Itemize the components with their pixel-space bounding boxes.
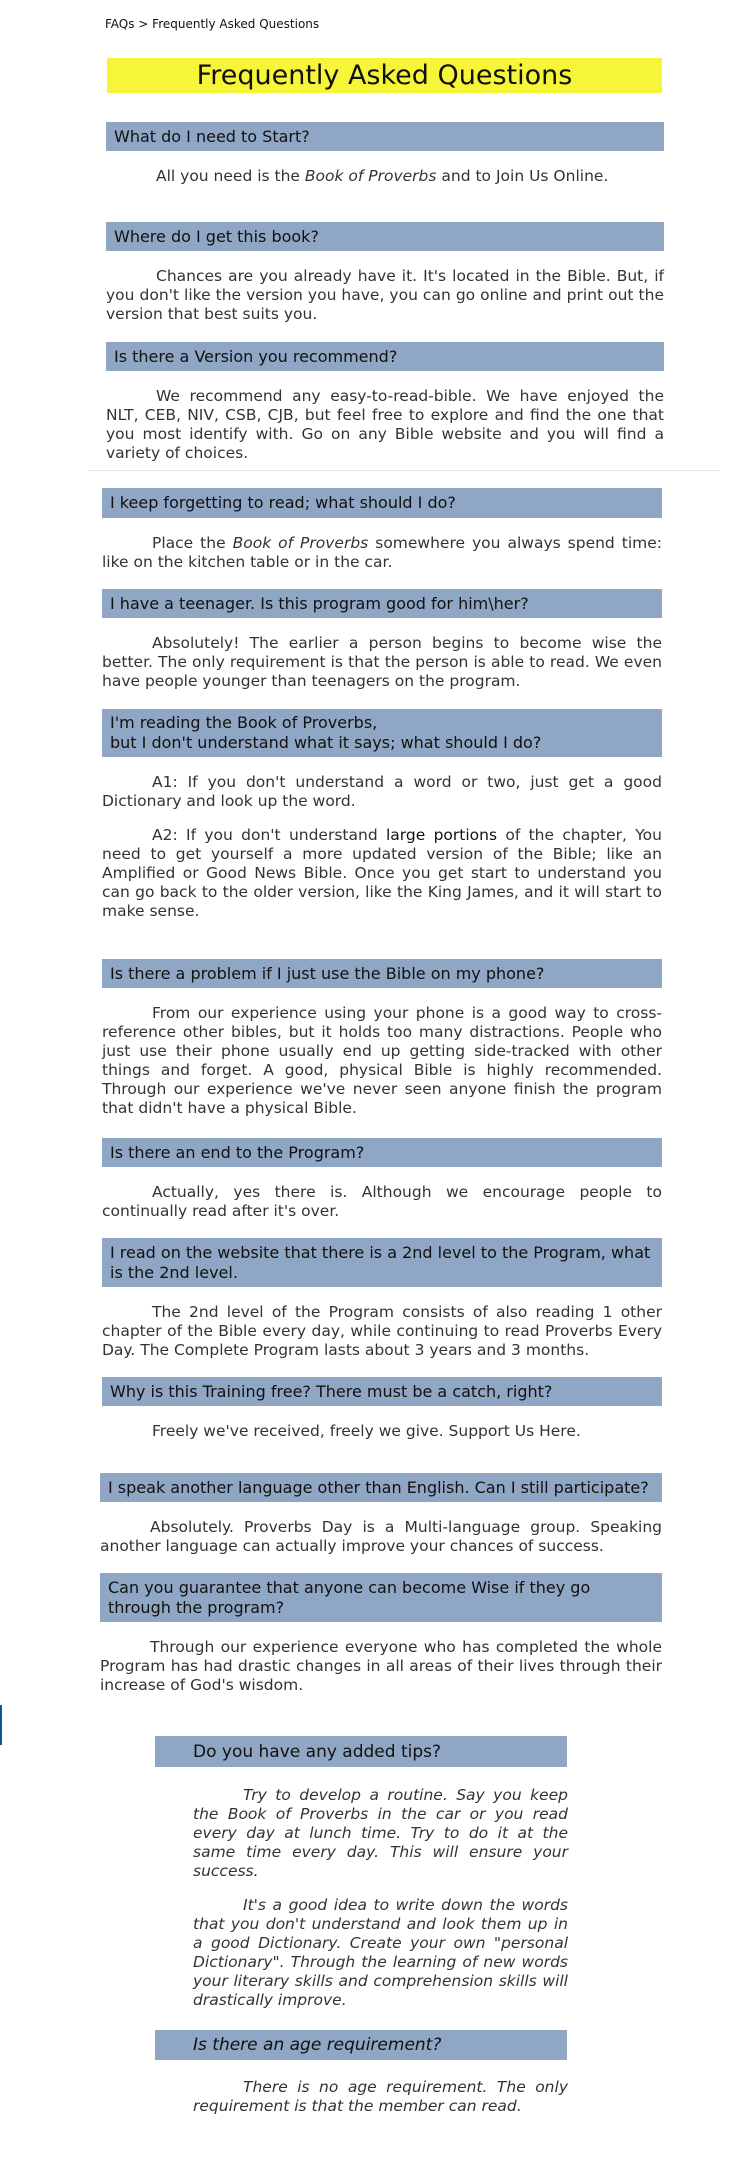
- divider: [88, 470, 720, 471]
- faq-question: Is there a problem if I just use the Bible on my phone?: [102, 959, 662, 988]
- faq-question: I speak another language other than English. Can I still participate?: [100, 1473, 662, 1502]
- breadcrumb[interactable]: FAQs > Frequently Asked Questions: [105, 17, 320, 31]
- faq-question: I keep forgetting to read; what should I do?: [102, 488, 662, 518]
- edge-marker: [0, 1705, 2, 1745]
- faq-answer-text: Chances are you already have it. It's located in the Bible. But, if you don't like the version you have, you can go online and print out the version that best suits you.: [106, 267, 664, 323]
- age-answer: [193, 2078, 568, 2116]
- age-heading: Is there an age requirement?: [155, 2030, 567, 2060]
- faq-answer: [100, 1518, 662, 1556]
- faq-answer-text: A1: If you don't understand a word or two, just get a good Dictionary and look up the word.: [102, 773, 662, 810]
- faq-answer-text: From our experience using your phone is a good way to cross-reference other bibles, but it holds too many distractions. People who just use their phone usually end up getting side-tracked with other things and forget. A good, physical Bible is highly recommended. Through our experience we've never seen anyone finish the program that didn't have a physical Bible.: [102, 1004, 662, 1117]
- faq-answer-text: A2: If you don't understand large portions of the chapter, You need to get yourself a more updated version of the Bible; like an Amplified or Good News Bible. Once you get start to understand you can go back to the older version, like the King James, and it will start to make sense.: [102, 826, 662, 920]
- faq-answer-text: All you need is the Book of Proverbs and to Join Us Online.: [156, 167, 609, 185]
- faq-answer: [106, 167, 664, 186]
- faq-answer: [102, 534, 662, 572]
- faq-answer: [106, 387, 664, 463]
- faq-answer-text: Absolutely! The earlier a person begins to become wise the better. The only requirement is that the person is able to read. We even have people younger than teenagers on the program.: [102, 634, 662, 690]
- tips-text: Try to develop a routine. Say you keep the Book of Proverbs in the car or you read every day at lunch time. Try to do it at the same time every day. This will ensure your success.: [193, 1786, 568, 1880]
- faq-answer: [102, 634, 662, 691]
- faq-question: What do I need to Start?: [106, 122, 664, 151]
- faq-question-line: but I don't understand what it says; what should I do?: [110, 733, 542, 752]
- faq-answer: [102, 773, 662, 921]
- faq-answer: [102, 1004, 662, 1118]
- faq-answer-text: Through our experience everyone who has completed the whole Program has had drastic changes in all areas of their lives through their increase of God's wisdom.: [100, 1638, 662, 1694]
- faq-question: Can you guarantee that anyone can become Wise if they go through the program?: [100, 1573, 662, 1622]
- faq-answer: [102, 1183, 662, 1221]
- faq-question-line: I'm reading the Book of Proverbs,: [110, 713, 378, 732]
- tips-heading: Do you have any added tips?: [155, 1736, 567, 1767]
- faq-answer-text: Place the Book of Proverbs somewhere you always spend time: like on the kitchen table or in the car.: [102, 534, 662, 571]
- faq-question: [102, 709, 662, 757]
- tips-text: It's a good idea to write down the words that you don't understand and look them up in a good Dictionary. Create your own "personal Dictionary". Through the learning of new words your literary skills and comprehension skills will drastically improve.: [193, 1896, 568, 2009]
- faq-answer-text: The 2nd level of the Program consists of also reading 1 other chapter of the Bible every day, while continuing to read Proverbs Every Day. The Complete Program lasts about 3 years and 3 months.: [102, 1303, 662, 1359]
- faq-answer: [106, 267, 664, 324]
- faq-answer-text: Absolutely. Proverbs Day is a Multi-language group. Speaking another language can actually improve your chances of success.: [100, 1518, 662, 1555]
- faq-answer-text[interactable]: Freely we've received, freely we give. Support Us Here.: [152, 1422, 581, 1440]
- age-text: There is no age requirement. The only requirement is that the member can read.: [193, 2078, 568, 2115]
- faq-question: I have a teenager. Is this program good for him\her?: [102, 589, 662, 618]
- faq-answer: [100, 1638, 662, 1695]
- page-title: Frequently Asked Questions: [107, 58, 662, 93]
- faq-question: Where do I get this book?: [106, 222, 664, 251]
- faq-answer: [102, 1422, 662, 1441]
- faq-answer-text: Actually, yes there is. Although we encourage people to continually read after it's over.: [102, 1183, 662, 1220]
- faq-question: I read on the website that there is a 2nd level to the Program, what is the 2nd level.: [102, 1238, 662, 1287]
- faq-answer: [102, 1303, 662, 1360]
- tips-answer: [193, 1786, 568, 2010]
- faq-answer-text: We recommend any easy-to-read-bible. We have enjoyed the NLT, CEB, NIV, CSB, CJB, but feel free to explore and find the one that you most identify with. Go on any Bible website and you will find a variety of choices.: [106, 387, 664, 462]
- faq-question: Is there an end to the Program?: [102, 1138, 662, 1167]
- faq-question: Is there a Version you recommend?: [106, 342, 664, 371]
- faq-question: Why is this Training free? There must be a catch, right?: [102, 1377, 662, 1406]
